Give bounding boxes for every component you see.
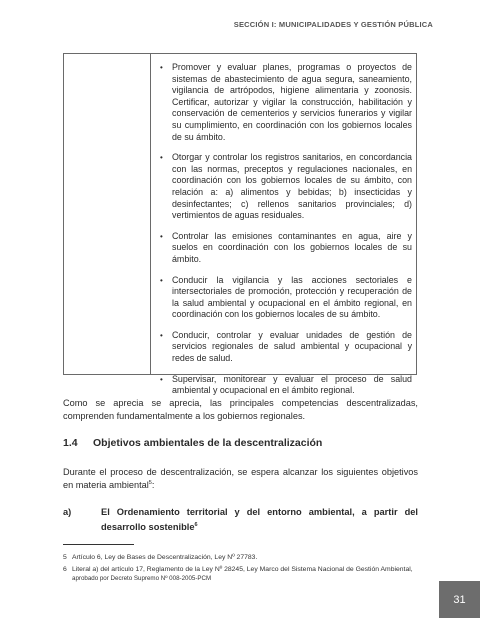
list-item: • Conducir, controlar y evaluar unidades de gestión de servicios regionales de salud ambiental y ocupacional y redes de salud.	[160, 330, 412, 365]
footnote-number: 5	[63, 554, 67, 561]
intro-punctuation: :	[151, 479, 155, 490]
footnote-text: Artículo 6, Ley de Bases de Descentralización, Ley Nº 27783.	[72, 554, 258, 561]
competencies-table	[63, 53, 417, 396]
footnote-divider	[63, 544, 134, 545]
page-number: 31	[439, 581, 480, 618]
list-item: • Conducir la vigilancia y las acciones sectoriales e intersectoriales de promoción, protección y recuperación de la salud ambiental y ocupacional en el ámbito regional, en coordinación con los gobiernos locales de su ámbito.	[160, 275, 412, 321]
list-item: • Otorgar y controlar los registros sanitarios, en concordancia con las normas, preceptos y regulaciones nacionales, en coordinación con los gobiernos locales de su ámbito, con relación a: a) alimentos y bebidas; b) insecticidas y desinfectantes; c) rellenos sanitarios provinciales; d) vertimientos de aguas residuales.	[160, 152, 412, 222]
table-column-divider	[150, 54, 151, 374]
footnote-text-wrap	[72, 565, 423, 583]
running-header: SECCIÓN I: MUNICIPALIDADES Y GESTIÓN PÚBLICA	[233, 20, 433, 29]
section-number: 1.4	[63, 437, 78, 449]
competencies-list	[160, 62, 412, 406]
footnote-number: 6	[63, 566, 67, 573]
intro-paragraph	[63, 466, 418, 491]
list-item: • Controlar las emisiones contaminantes en agua, aire y suelos en coordinación con los gobiernos locales de su ámbito.	[160, 231, 412, 266]
footnote-ref[interactable]: 5	[148, 479, 152, 486]
item-letter: a)	[63, 507, 72, 517]
footnote	[63, 553, 423, 562]
intro-text: Durante el proceso de descentralización, se espera alcanzar los siguientes objetivos en materia ambiental	[63, 467, 418, 490]
item-text-wrap	[101, 505, 418, 535]
objective-item	[63, 505, 418, 535]
section-heading	[63, 437, 322, 449]
summary-paragraph: Como se aprecia se aprecia, las principales competencias descentralizadas, comprenden fundamentalmente a los gobiernos regionales.	[63, 398, 418, 421]
footnote-ref[interactable]: 6	[194, 521, 198, 528]
list-item: • Promover y evaluar planes, programas o proyectos de sistemas de abastecimiento de agua segura, saneamiento, vigilancia de artrópodos, higiene alimentaria y zoonosis. Certificar, autorizar y vigilar la construcción, habilitación y conservación de cementerios y servicios funerarios y vigilar su cumplimiento, en coordinación con los gobiernos locales de su ámbito.	[160, 62, 412, 143]
list-item: • Supervisar, monitorear y evaluar el proceso de salud ambiental y ocupacional en el ámbito regional.	[160, 374, 412, 397]
item-text: El Ordenamiento territorial y del entorno ambiental, a partir del desarrollo sostenible	[101, 507, 418, 532]
section-title: Objetivos ambientales de la descentralización	[93, 437, 323, 449]
footnote-text: Literal a) del artículo 17, Reglamento de la Ley Nº 28245, Ley Marco del Sistema Nacional de Gestión Ambiental,	[72, 566, 413, 573]
footnote-text-small: aprobado por Decreto Supremo Nº 008-2005-PCM	[72, 575, 212, 582]
footnote	[63, 565, 423, 583]
